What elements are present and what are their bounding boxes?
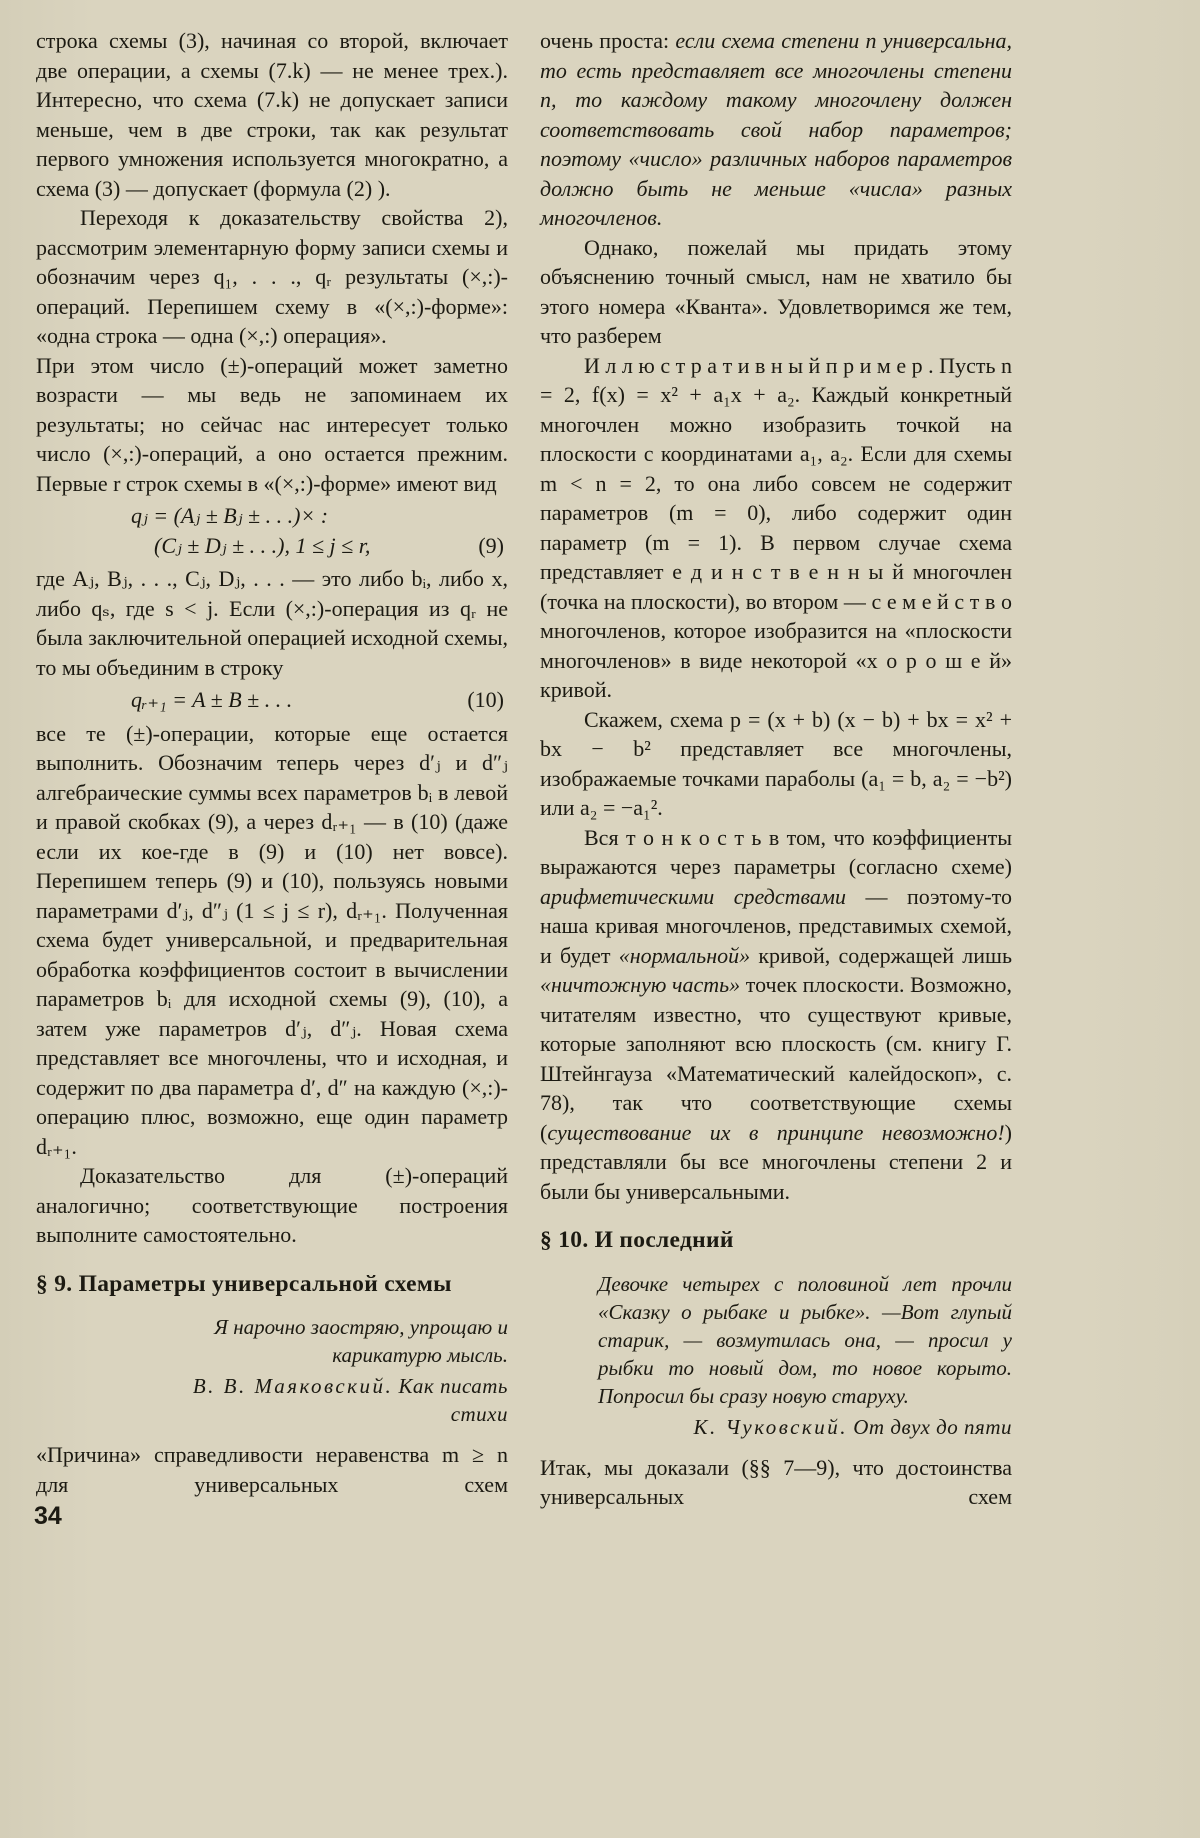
epigraph-text: Я нарочно заостряю, упрощаю и карикатурю мысль. [214, 1315, 508, 1367]
paragraph: И л л ю с т р а т и в н ы й п р и м е р . Пусть n = 2, f(x) = x² + a₁x + a₂. Каждый конкретный многочлен можно изобразить точкой на плоскости с координатами a₁, a₂. Если для схемы m < n = 2, то она либо совсем не содержит параметров (m = 0), либо содержит один параметр (m = 1). В первом случае схема представляет е д и н с т в е н н ы й многочлен (точка на плоскости), во втором — с е м е й с т в о многочленов, которое изобразится на «плоскости многочленов» в виде некоторой «х о р о ш е й» кривой. [540, 352, 1012, 702]
paragraph: Переходя к доказательству свойства 2), рассмотрим элементарную форму записи схемы и обозначим через q₁, . . ., qᵣ результаты (×,:)-операций. Перепишем схему в «(×,:)-форме»: «одна строка — одна (×,:) операция». [36, 205, 508, 348]
epigraph-mayakovsky [36, 1313, 508, 1428]
epigraph-author-work: От двух до пяти [853, 1414, 1012, 1439]
epigraph-author [154, 1372, 508, 1428]
epigraph-chukovsky [540, 1270, 1012, 1441]
formula-line: qⱼ = (Aⱼ ± Bⱼ ± . . .)× : [131, 503, 329, 528]
paragraph: Доказательство для (±)-операций аналогично; соответствующие построения выполните самостоятельно. [36, 1163, 508, 1247]
formula-line: (Cⱼ ± Dⱼ ± . . .), 1 ≤ j ≤ r, [154, 532, 371, 558]
right-column [540, 26, 1012, 1512]
epigraph-author-name: К. Чуковский. [693, 1414, 848, 1439]
display-formula-10 [36, 685, 508, 715]
paragraph: очень проста: если схема степени n универсальна, то есть представляет все многочлены степени n, то каждому такому многочлену должен соответствовать свой набор параметров; поэтому «число» различных наборов параметров должно быть не меньше «числа» разных многочленов. [540, 28, 1012, 230]
epigraph-text: Девочке четырех с половиной лет прочли «Сказку о рыбаке и рыбке». —Вот глупый старик, — возмутилась она, — просил у рыбки то новый дом, то новое корыто. Попросил бы сразу новую старуху. [598, 1271, 1012, 1408]
paragraph: где Aⱼ, Bⱼ, . . ., Cⱼ, Dⱼ, . . . — это либо bᵢ, либо x, либо qₛ, где s < j. Если (×,:)-операция из qᵣ не была заключительной операцией исходной схемы, то мы объединим в строку [36, 566, 509, 680]
paragraph: «Причина» справедливости неравенства m ≥ n для универсальных схем [36, 1442, 508, 1497]
epigraph-author [598, 1413, 1012, 1441]
equation-number: (9) [478, 532, 504, 558]
equation-number: (10) [467, 687, 504, 712]
formula-line: qᵣ₊₁ = A ± B ± . . . [131, 687, 293, 712]
paragraph: При этом число (±)-операций может заметно возрасти — мы ведь не запоминаем их результаты; но сейчас нас интересует только число (×,:)-операций, а оно остается прежним. Первые r строк схемы в «(×,:)-форме» имеют вид [36, 352, 508, 496]
paragraph: все те (±)-операции, которые еще остается выполнить. Обозначим теперь через d′ⱼ и d″ⱼ алгебраические суммы всех параметров bᵢ в левой и правой скобках (9), а через dᵣ₊₁ — в (10) (даже если их кое-где в (9) и (10) нет вовсе). Перепишем теперь (9) и (10), пользуясь новыми параметрами d′ⱼ, d″ⱼ (1 ≤ j ≤ r), dᵣ₊₁. Полученная схема будет универсальной, и предварительная обработка коэффициентов состоит в вычислении параметров bᵢ для исходной схемы (9), (10), а затем уже параметров d′ⱼ, d″ⱼ. Новая схема представляет все многочлены, что и исходная, и содержит по два параметра d′, d″ на каждую (×,:)-операцию плюс, возможно, еще один параметр dᵣ₊₁. [36, 720, 508, 1159]
display-formula-9 [36, 501, 508, 560]
paragraph: строка схемы (3), начиная со второй, включает две операции, а схемы (7.k) — не менее трех.). Интересно, что схема (7.k) не допускает записи меньше, чем в две строки, так как результат первого умножения используется многократно, а схема (3) — допускает (формула (2) ). [36, 28, 508, 201]
paragraph: Вся т о н к о с т ь в том, что коэффициенты выражаются через параметры (согласно схеме) арифметическими средствами — поэтому-то наша кривая многочленов, представимых схемой, и будет «нормальной» кривой, содержащей лишь «ничтожную часть» точек плоскости. Возможно, читателям известно, что существуют кривые, которые заполняют всю плоскость (см. книгу Г. Штейнгауза «Математический калейдоскоп», с. 78), так что соответствующие схемы (существование их в принципе невозможно!) представляли бы все многочлены степени 2 и были бы универсальными. [540, 824, 1012, 1204]
epigraph-author-name: В. В. Маяковский. [192, 1374, 394, 1398]
section-10-heading: § 10. И последний [540, 1227, 734, 1253]
paragraph: Итак, мы доказали (§§ 7—9), что достоинства универсальных схем [540, 1454, 1012, 1509]
page-number: 34 [34, 1502, 62, 1530]
left-column [36, 26, 508, 1512]
epigraph-author-work: Как писать стихи [398, 1374, 508, 1426]
section-9-heading: § 9. Параметры универсальной схемы [36, 1270, 452, 1297]
paragraph: Однако, пожелай мы придать этому объяснению точный смысл, нам не хватило бы этого номера «Кванта». Удовлетворимся же тем, что разберем [540, 234, 1012, 348]
paragraph: Скажем, схема p = (x + b) (x − b) + bx = x² + bx − b² представляет все многочлены, изображаемые точками параболы (a₁ = b, a₂ = −b²) или a₂ = −a₁². [540, 706, 1012, 820]
